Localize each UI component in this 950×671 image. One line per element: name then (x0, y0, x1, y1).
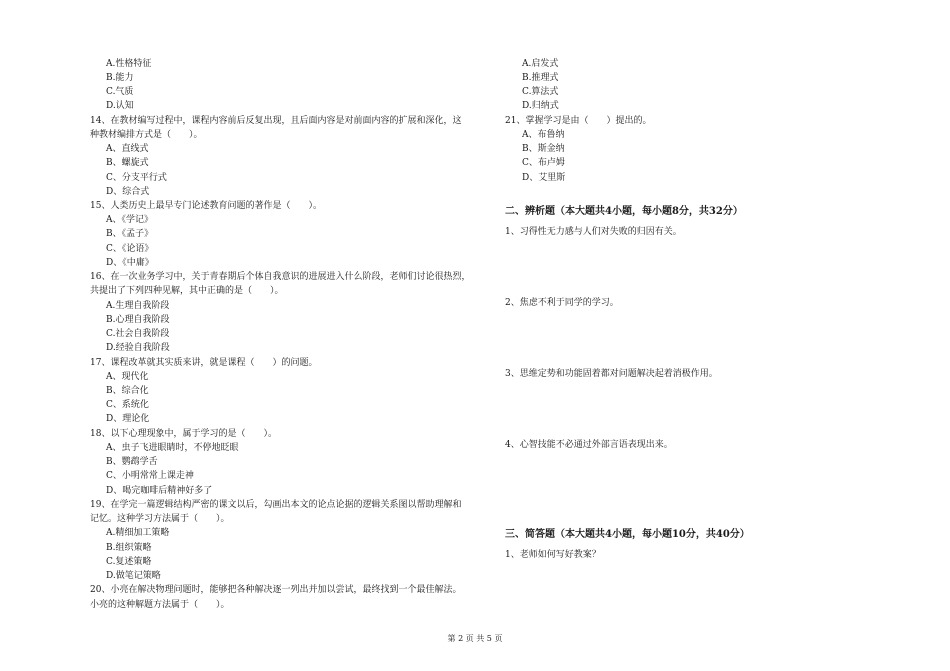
question-14-line-2: 种教材编排方式是（ ）。 (90, 130, 203, 140)
option-21-c: C、布卢姆 (522, 158, 565, 168)
option-19-a: A.精细加工策略 (106, 528, 170, 538)
option-21-a: A、布鲁纳 (522, 130, 565, 140)
question-14-line-1: 14、在教材编写过程中，课程内容前后反复出现，且后面内容是对前面内容的扩展和深化，这 (90, 116, 462, 126)
question-17: 17、课程改革就其实质来讲，就是课程（ ）的问题。 (90, 358, 318, 368)
option-19-b: B.组织策略 (106, 543, 152, 553)
option-17-c: C、系统化 (106, 400, 149, 410)
question-19-line-1: 19、在学完一篇逻辑结构严密的课文以后，勾画出本文的论点论据的逻辑关系图以帮助理解和 (90, 500, 462, 510)
option-17-a: A、现代化 (106, 372, 149, 382)
option-16-c: C.社会自我阶段 (106, 329, 170, 339)
question-21: 21、掌握学习是由（ ）提出的。 (505, 116, 652, 126)
analysis-item-4: 4、心智技能不必通过外部言语表现出来。 (505, 440, 673, 450)
analysis-item-3: 3、思维定势和功能固着都对问题解决起着消极作用。 (505, 369, 718, 379)
section-2-heading: 二、辨析题（本大题共4小题，每小题8分，共32分） (505, 206, 743, 217)
question-19-line-2: 记忆。这种学习方法属于（ ）。 (90, 514, 230, 524)
question-18: 18、以下心理现象中，属于学习的是（ ）。 (90, 429, 277, 439)
option-21-b: B、斯金纳 (522, 144, 565, 154)
option-15-d: D、《中庸》 (106, 258, 154, 268)
page-number: 第 2 页 共 5 页 (447, 634, 503, 643)
option-18-a: A、虫子飞进眼睛时，不停地眨眼 (106, 443, 239, 453)
option-15-c: C、《论语》 (106, 244, 154, 254)
option-18-b: B、鹦鹉学舌 (106, 457, 158, 467)
option-20-b: B.推理式 (522, 73, 559, 83)
option-17-d: D、理论化 (106, 414, 150, 424)
option-16-d: D.经验自我阶段 (106, 343, 170, 353)
option-19-d: D.做笔记策略 (106, 571, 161, 581)
option-16-b: B.心理自我阶段 (106, 315, 170, 325)
short-answer-item-1: 1、老师如何写好教案？ (505, 550, 601, 560)
option-15-b: B、《孟子》 (106, 229, 154, 239)
option-20-c: C.算法式 (522, 87, 559, 97)
option-13-c: C.气质 (106, 87, 134, 97)
option-13-d: D.认知 (106, 101, 134, 111)
option-15-a: A、《学记》 (106, 215, 153, 225)
option-13-b: B.能力 (106, 73, 134, 83)
option-21-d: D、艾里斯 (522, 173, 566, 183)
analysis-item-2: 2、焦虑不利于同学的学习。 (505, 298, 619, 308)
question-16-line-2: 共提出了下列四种见解，其中正确的是（ ）。 (90, 286, 284, 296)
question-20-line-1: 20、小亮在解决物理问题时，能够把各种解决逐一列出并加以尝试，最终找到一个最佳解法。 (90, 585, 462, 595)
option-17-b: B、综合化 (106, 386, 149, 396)
question-16-line-1: 16、在一次业务学习中，关于青春期后个体自我意识的进展进入什么阶段，老师们讨论很热烈， (90, 272, 471, 282)
option-13-a: A.性格特征 (106, 59, 152, 69)
option-20-a: A.启发式 (522, 59, 559, 69)
option-14-b: B、螺旋式 (106, 158, 149, 168)
option-18-d: D、喝完咖啡后精神好多了 (106, 486, 213, 496)
analysis-item-1: 1、习得性无力感与人们对失败的归因有关。 (505, 227, 682, 237)
option-14-a: A、直线式 (106, 144, 149, 154)
option-18-c: C、小明常常上课走神 (106, 471, 194, 481)
option-16-a: A.生理自我阶段 (106, 301, 170, 311)
section-3-heading: 三、简答题（本大题共4小题，每小题10分，共40分） (505, 529, 750, 540)
option-20-d: D.归纳式 (522, 101, 559, 111)
question-15: 15、人类历史上最早专门论述教育问题的著作是（ ）。 (90, 201, 322, 211)
question-20-line-2: 小亮的这种解题方法属于（ ）。 (90, 600, 230, 610)
option-14-d: D、综合式 (106, 187, 150, 197)
option-14-c: C、分支平行式 (106, 173, 167, 183)
option-19-c: C.复述策略 (106, 557, 152, 567)
